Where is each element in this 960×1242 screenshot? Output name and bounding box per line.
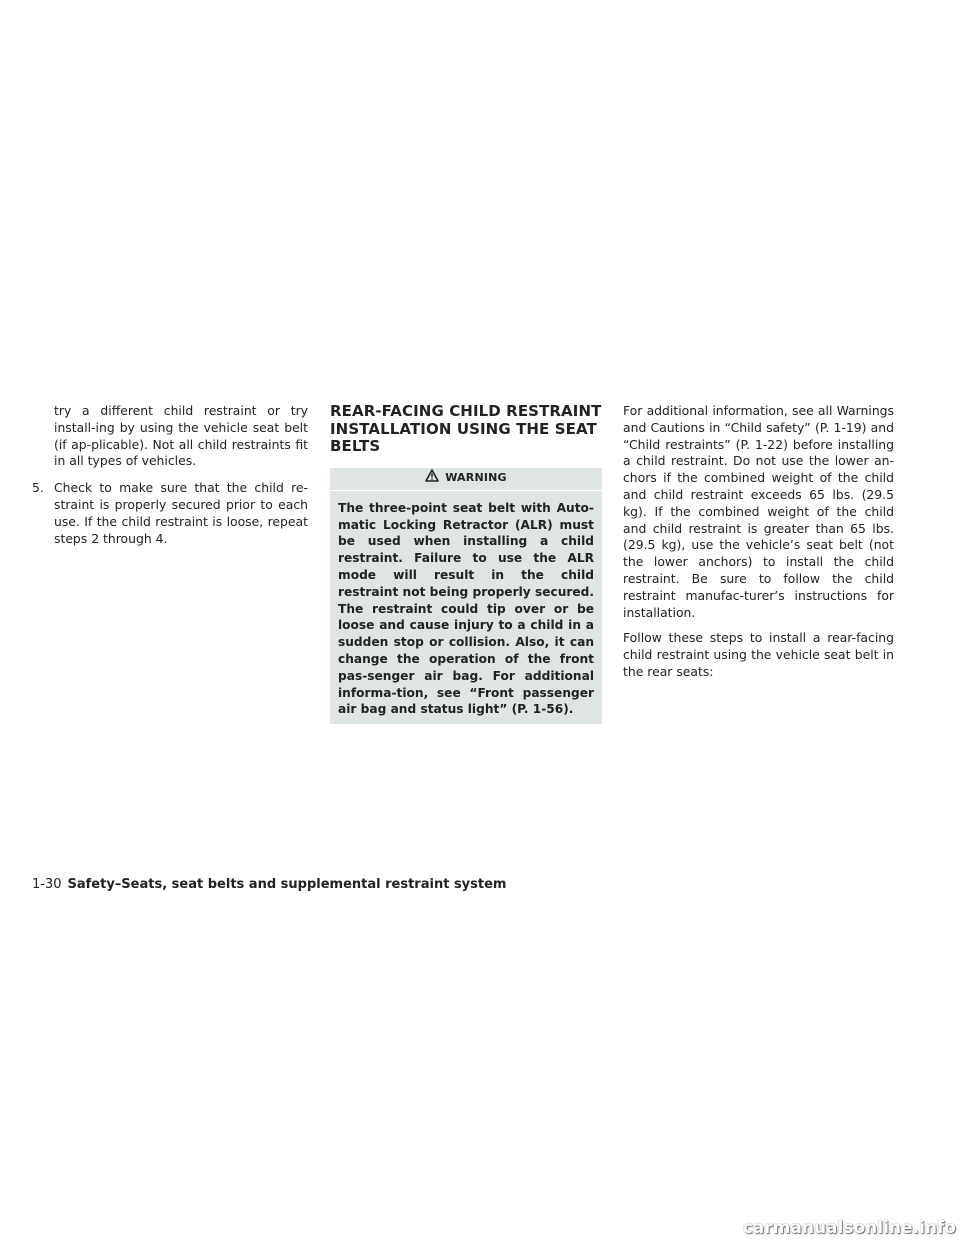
warning-triangle-icon <box>425 469 439 488</box>
watermark: carmanualsonline.info <box>742 1218 956 1238</box>
middle-column <box>330 403 602 724</box>
chapter-title: Safety–Seats, seat belts and supplemental restraint system <box>67 877 507 892</box>
warning-text: The three-point seat belt with Auto-matic Locking Retractor (ALR) must be used when installing a child restraint. Failure to use the ALR mode will result in the child restraint not being properly secured. The restraint could tip over or be loose and cause injury to a child in a sudden stop or collision. Also, it can change the operation of the front pas-senger air bag. For additional informa-tion, see “Front passenger air bag and status light” (P. 1-56). <box>338 500 594 717</box>
paragraph-follow-steps: Follow these steps to install a rear-facing child restraint using the vehicle seat belt in the rear seats: <box>623 630 894 679</box>
warning-header <box>330 468 602 491</box>
step-5-number: 5. <box>32 480 44 496</box>
step-5-text: Check to make sure that the child re-straint is properly secured prior to each use. If the child restraint is loose, repeat steps 2 through 4. <box>54 480 308 546</box>
step-4-continuation: try a different child restraint or try install-ing by using the vehicle seat belt (if ap-plicable). Not all child restraints fit in all types of vehicles. <box>54 403 308 469</box>
section-heading: REAR-FACING CHILD RESTRAINT INSTALLATION USING THE SEAT BELTS <box>330 402 602 456</box>
left-column <box>32 403 308 547</box>
warning-box <box>330 468 602 724</box>
paragraph-additional-info: For additional information, see all Warnings and Cautions in “Child safety” (P. 1-19) and “Child restraints” (P. 1-22) before installing a child restraint. Do not use the lower an-chors if the combined weight of the child and child restraint exceeds 65 lbs. (29.5 kg). If the combined weight of the child and child restraint is greater than 65 lbs. (29.5 kg), use the vehicle’s seat belt (not the lower anchors) to install the child restraint. Be sure to follow the child restraint manufac-turer’s instructions for installation. <box>623 403 894 620</box>
page-footer <box>32 877 506 892</box>
step-5 <box>32 480 308 547</box>
page-number: 1-30 <box>32 877 62 892</box>
right-column <box>623 403 894 690</box>
warning-label: WARNING <box>445 471 507 485</box>
